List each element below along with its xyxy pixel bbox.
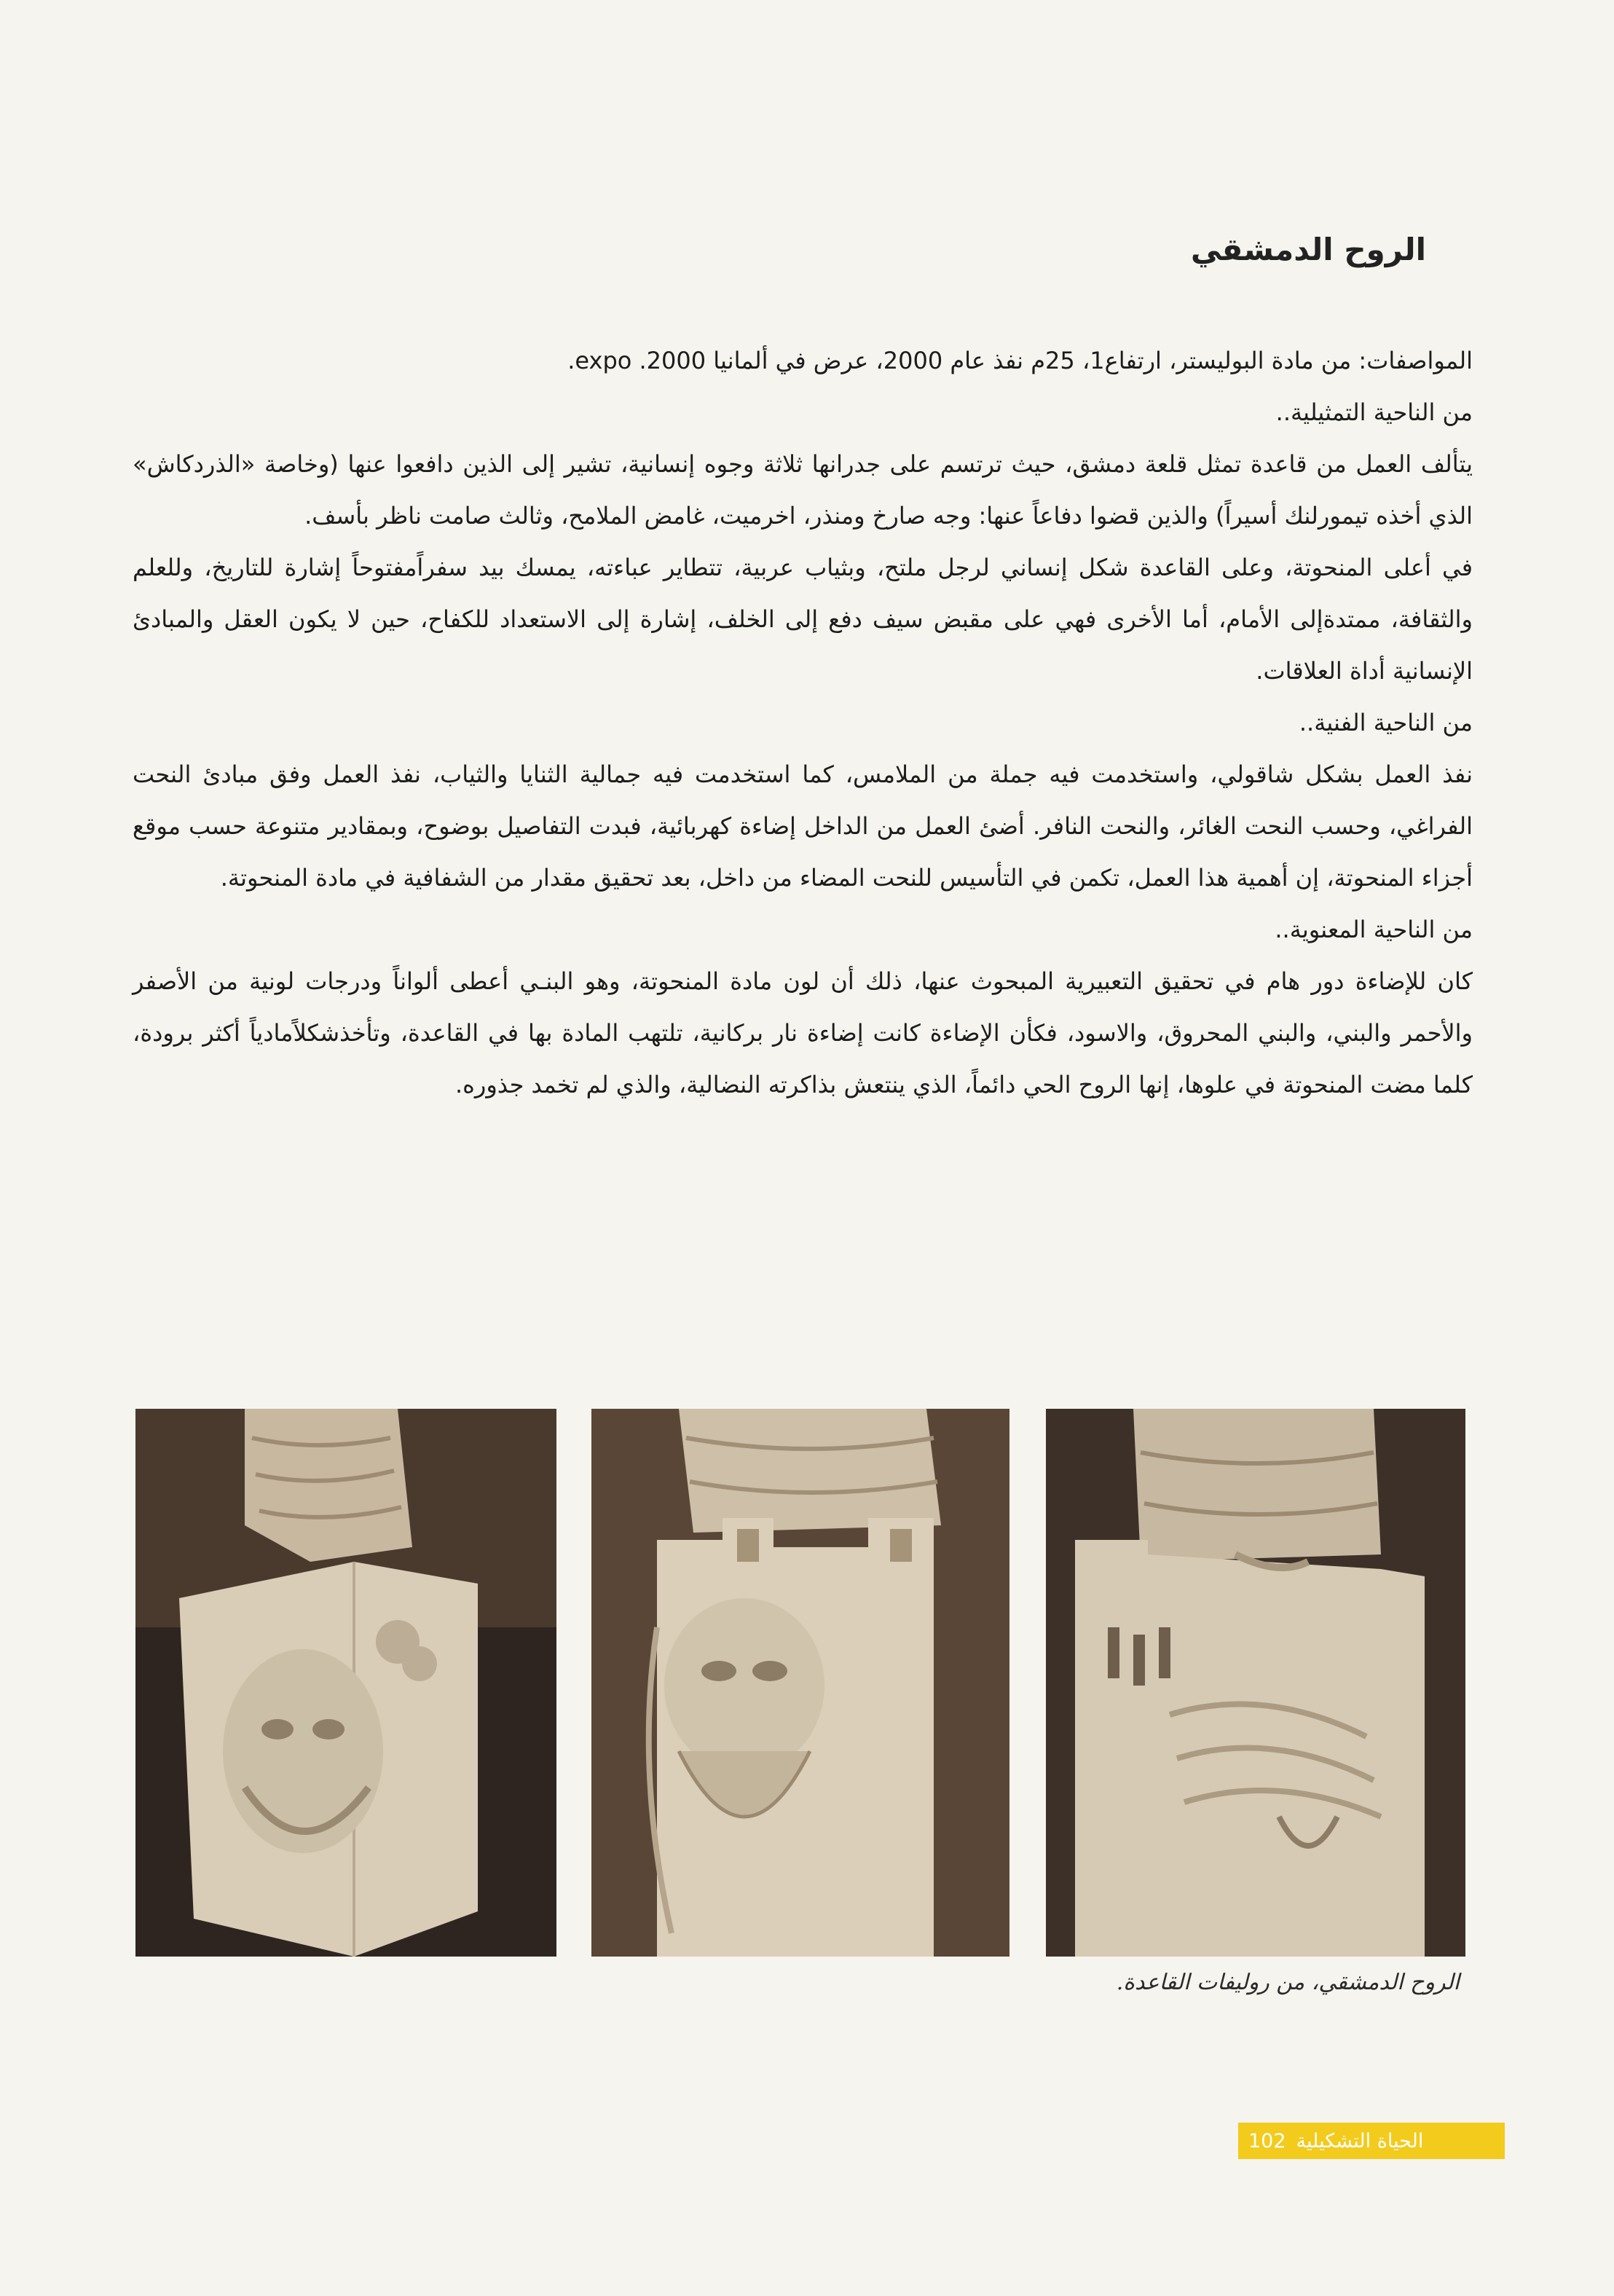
paragraph-meaning: كان للإضاءة دور هام في تحقيق التعبيرية المبحوث عنها، ذلك أن لون مادة المنحوتة، وهو البنـي أعطى ألواناً ودرجات لونية من الأصفر والأحمر والبني، والبني المحروق، والاسود، فكأن الإضاءة كانت إضاءة نار بركانية، تلتهب المادة بها في القاعدة، وتأخذشكلاًمادياً أكثر برودة، كلما مضت المنحوتة في علوها، إنها الروح الحي دائماً، الذي ينتعش بذاكرته النضالية، والذي لم تخمد جذوره. (133, 967, 1473, 1098)
relief-photo-right (1046, 1409, 1465, 1957)
spec-paragraph: المواصفات: من مادة البوليستر، ارتفاع1، 25م نفذ عام 2000، عرض في ألمانيا 2000. expo. (567, 347, 1473, 374)
paragraph-base-description: يتألف العمل من قاعدة تمثل قلعة دمشق، حيث ترتسم على جدرانها ثلاثة وجوه إنسانية، تشير إلى الذين دافعوا عنها (وخاصة «الذردكاش» الذي أخذه تيمورلنك أسيراً) والذين قضوا دفاعاً عنها: وجه صارخ ومنذر، اخرميت، غامض الملامح، وثالث صامت ناظر بأسف. (133, 450, 1473, 530)
magazine-name: الحياة التشكيلية (1296, 2129, 1424, 2152)
section-heading-representational: من الناحية التمثيلية.. (1275, 398, 1473, 426)
relief-photo-left (135, 1409, 556, 1957)
paragraph-figure-description: في أعلى المنحوتة، وعلى القاعدة شكل إنساني لرجل ملتح، وبثياب عربية، تتطاير عباءته، يمسك بيد سفراًمفتوحاً إشارة للتاريخ، وللعلم والثقافة، ممتدةإلى الأمام، أما الأخرى فهي على مقبض سيف دفع إلى الخلف، إشارة إلى الاستعداد للكفاح، حين لا يكون العقل والمبادئ الإنسانية أداة العلاقات. (133, 554, 1473, 685)
page-number: 102 (1248, 2129, 1286, 2152)
article-title: الروح الدمشقي (1190, 232, 1426, 267)
article-body (133, 335, 1473, 1111)
relief-photo-middle (591, 1409, 1009, 1957)
photo-caption: الروح الدمشقي، من روليفات القاعدة. (1116, 1970, 1460, 1995)
section-heading-moral: من الناحية المعنوية.. (1275, 916, 1473, 943)
section-heading-artistic: من الناحية الفنية.. (1299, 709, 1473, 736)
paragraph-technique: نفذ العمل بشكل شاقولي، واستخدمت فيه جملة من الملامس، كما استخدمت فيه جمالية الثنايا والثياب، نفذ العمل وفق مبادئ النحت الفراغي، وحسب النحت الغائر، والنحت النافر. أضئ العمل من الداخل إضاءة كهربائية، فبدت التفاصيل بوضوح، وبمقادير متنوعة حسب موقع أجزاء المنحوتة، إن أهمية هذا العمل، تكمن في التأسيس للنحت المضاء من داخل، بعد تحقيق مقدار من الشفافية في مادة المنحوتة. (133, 760, 1473, 892)
footer-band (1238, 2123, 1505, 2159)
